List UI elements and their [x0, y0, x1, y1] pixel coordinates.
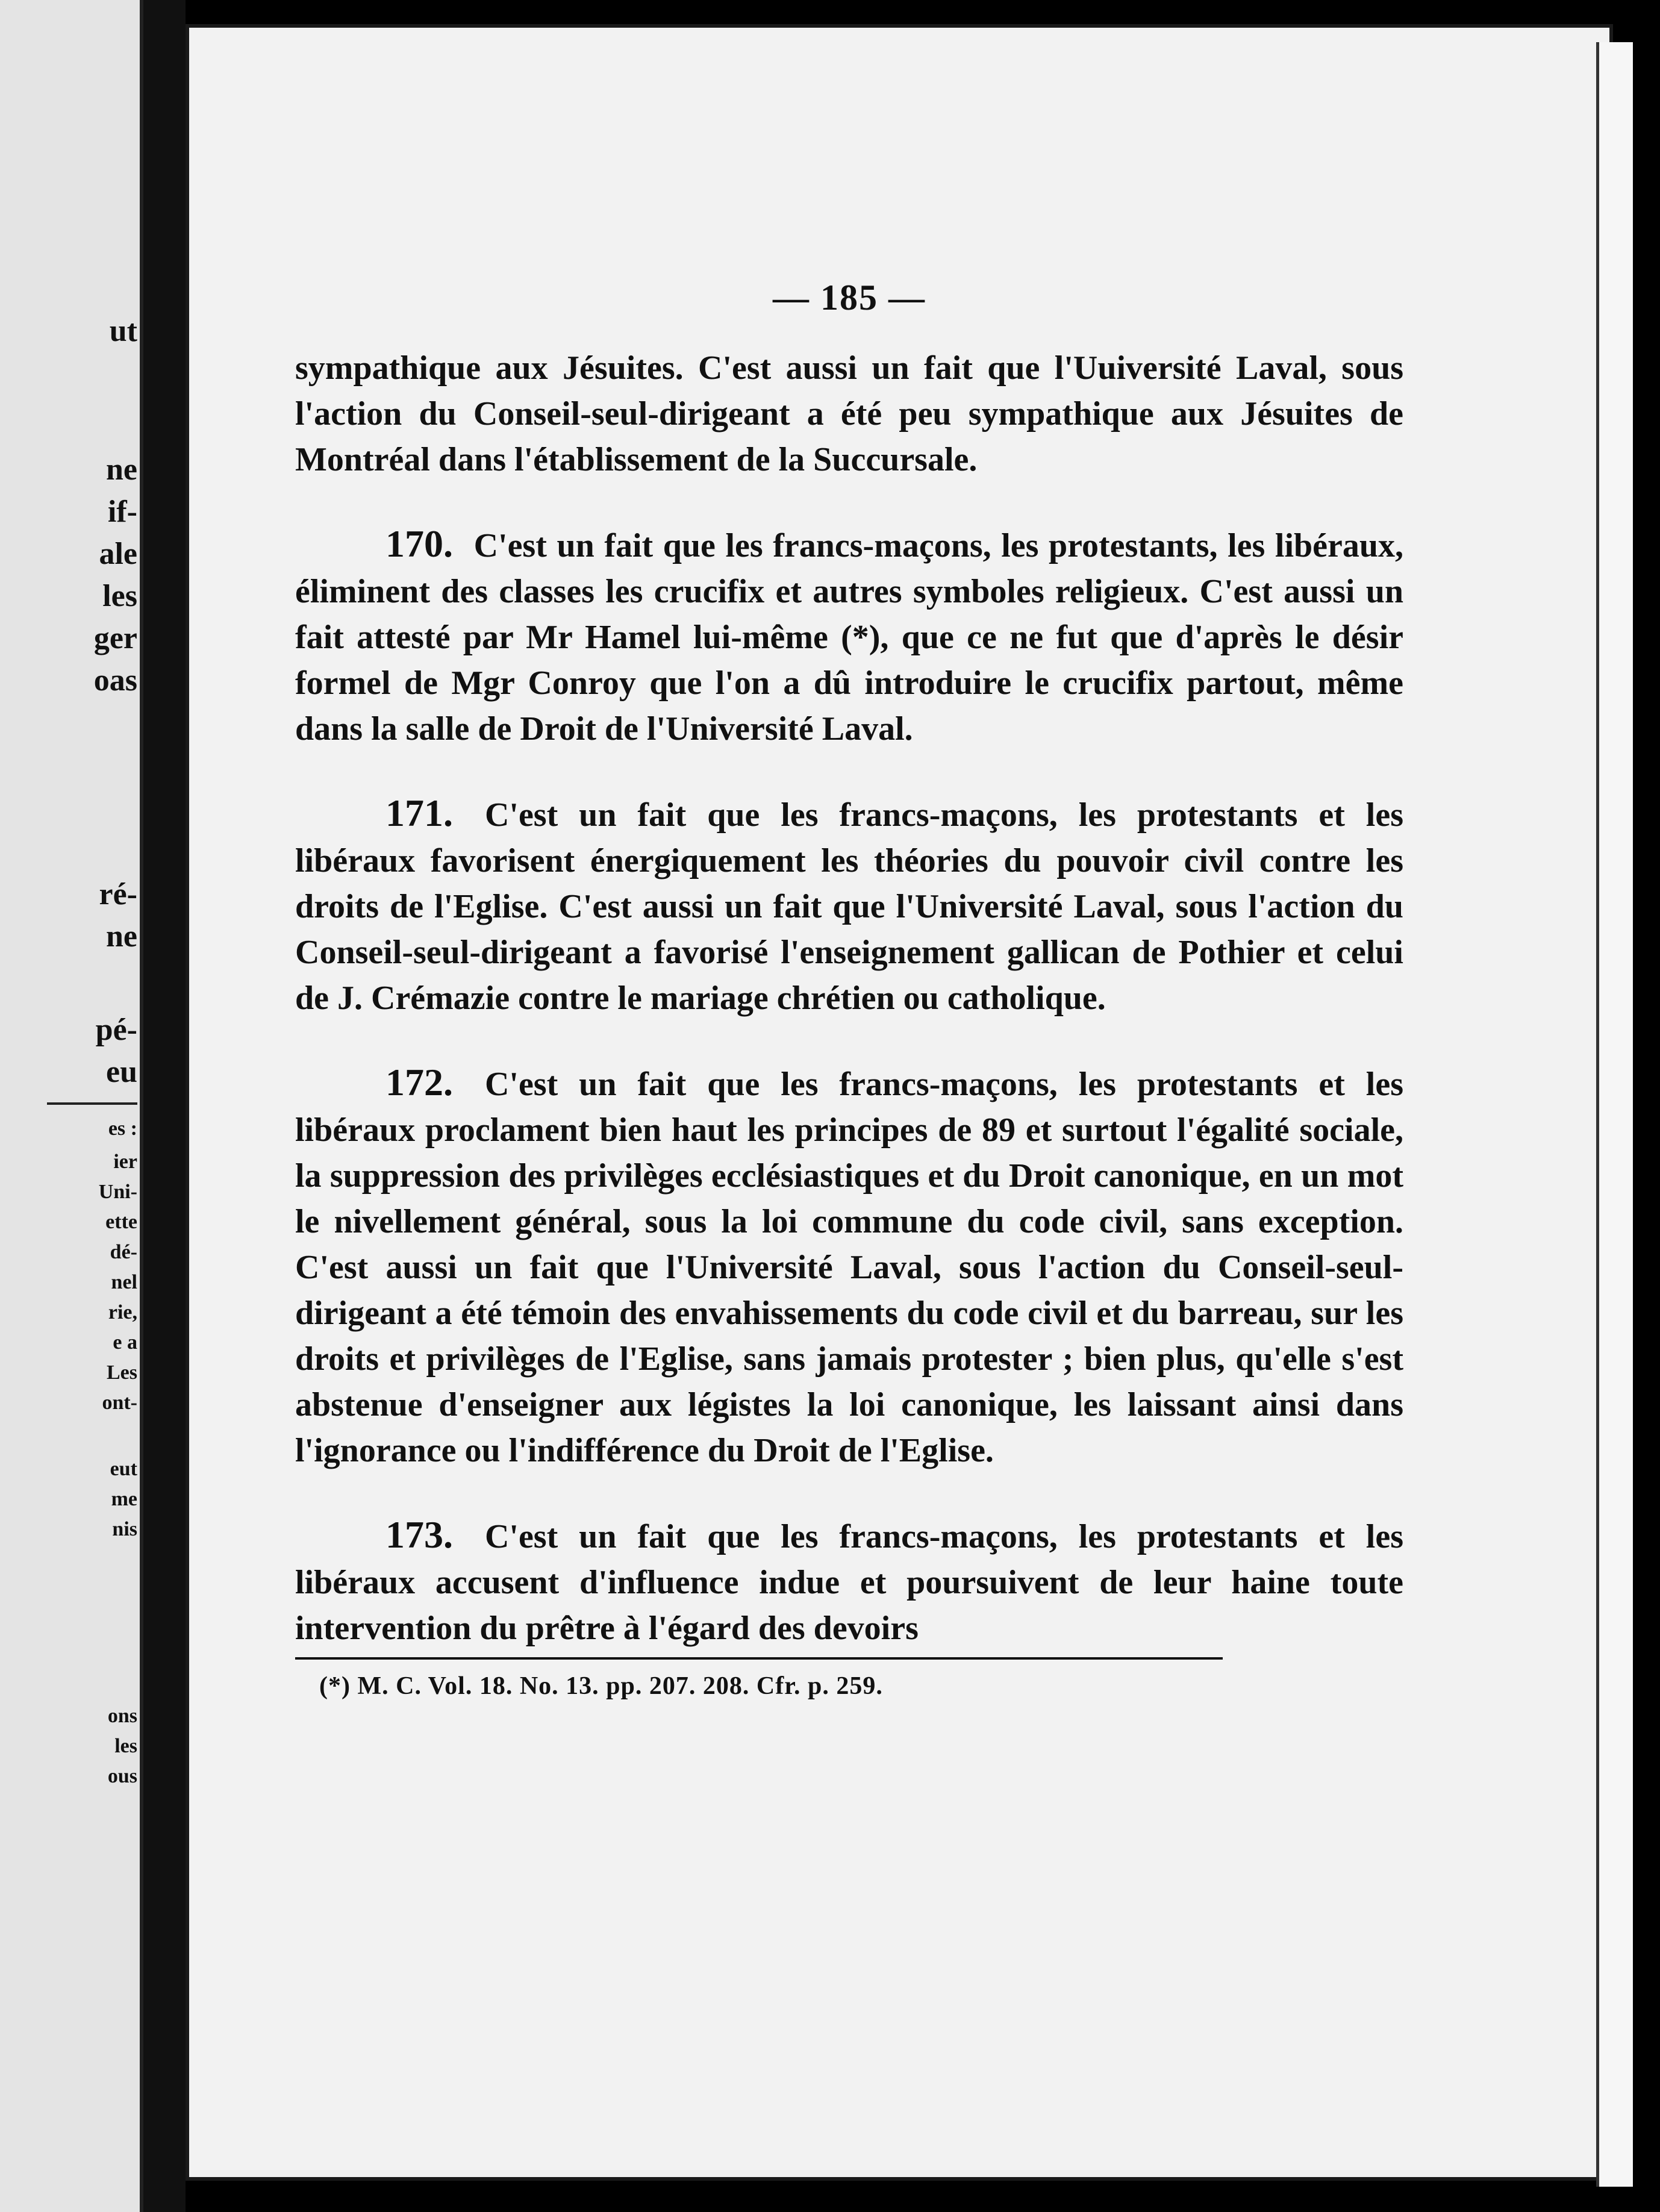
left-page-fragment: eu: [106, 1055, 137, 1089]
left-page-fragment: ut: [109, 314, 137, 348]
left-page-fragment: nis: [112, 1518, 137, 1540]
left-page-fragment: oas: [93, 663, 137, 698]
left-page-fragment: dé-: [110, 1241, 137, 1263]
left-page-fragment: ous: [107, 1765, 137, 1787]
left-page-fragment: es :: [108, 1117, 137, 1140]
left-page-fragment: Les: [107, 1361, 137, 1384]
left-page-fragment: ale: [99, 537, 137, 571]
left-page-fragment: ette: [105, 1211, 137, 1233]
left-page-fragment: eut: [110, 1458, 137, 1480]
left-page-fragment: pé-: [95, 1013, 137, 1047]
left-page-fragment: les: [102, 579, 137, 613]
left-page-fragment: ne: [106, 919, 137, 954]
page-edge: [1596, 42, 1633, 2187]
paragraph-text: C'est un fait que les francs-maçons, les protestants et les libéraux favorisent énergiquement les théories du pouvoir civil contre les droits de l'Eglise. C'est aussi un fait que l'Université Laval, sous l'action du Conseil-seul-dirigeant a favorisé l'enseignement gallican de Pothier et celui de J. Crémazie contre le mariage chrétien ou catholique.: [295, 796, 1403, 1017]
paragraph-text: C'est un fait que les francs-maçons, les protestants et les libéraux accusent d'influence indue et poursuivent de leur haine toute intervention du prêtre à l'égard des devoirs: [295, 1518, 1403, 1647]
paragraph-number: 173.: [385, 1513, 453, 1556]
left-page-fragment: if-: [107, 495, 137, 529]
left-page-fragment: les: [114, 1735, 137, 1757]
paragraph-173: [295, 1512, 1403, 1651]
left-page-fragment: me: [111, 1488, 137, 1510]
left-page-fragment: ons: [107, 1705, 137, 1727]
paragraph-170: [295, 521, 1403, 752]
left-page-fragment: ont-: [102, 1392, 137, 1414]
paragraph-number: 171.: [385, 792, 453, 834]
paragraph-172: [295, 1060, 1403, 1473]
paragraph-number: 170.: [385, 522, 453, 565]
footnote: (*) M. C. Vol. 18. No. 13. pp. 207. 208. Cfr. p. 259.: [319, 1672, 883, 1700]
intro-paragraph: sympathique aux Jésuites. C'est aussi un fait que l'Uuiversité Laval, sous l'action du Conseil-seul-dirigeant a été peu sympathique aux Jésuites de Montréal dans l'établissement de la Succursale.: [295, 349, 1403, 478]
paragraph-text: C'est un fait que les francs-maçons, les protestants et les libéraux proclament bien haut les principes de 89 et surtout l'égalité sociale, la suppression des privilèges ecclésiastiques et du Droit canonique, en un mot le nivellement général, sous la loi commune du code civil, sans exception. C'est aussi un fait que l'Université Laval, sous l'action du Conseil-seul-dirigeant a été témoin des envahissements du code civil et du barreau, sur les droits et privilèges de l'Eglise, sans jamais protester ; bien plus, qu'elle s'est abstenue d'enseigner aux légistes la loi canonique, les laissant ainsi dans l'ignorance ou l'indifférence du Droit de l'Eglise.: [295, 1066, 1403, 1469]
left-page-fragment: nel: [111, 1271, 137, 1293]
book-gutter: [143, 0, 186, 2212]
paragraph-171: [295, 790, 1403, 1021]
right-page: [186, 24, 1613, 2181]
left-page-fragment: e a: [113, 1331, 137, 1354]
left-page-fragment: ier: [113, 1151, 137, 1173]
page-number: — 185 —: [773, 278, 926, 317]
left-page-fragment: ger: [93, 621, 137, 655]
left-page-fragment: rie,: [108, 1301, 137, 1323]
left-page-fragment: ré-: [99, 877, 137, 911]
page-content: [295, 277, 1403, 1701]
left-page-fragment: ne: [106, 452, 137, 487]
paragraph-number: 172.: [385, 1061, 453, 1104]
footnote-divider: [295, 1657, 1223, 1660]
left-page-strip: [0, 0, 143, 2212]
left-page-fragment: Uni-: [98, 1181, 137, 1203]
left-page-rule: [47, 1102, 137, 1105]
paragraph-text: C'est un fait que les francs-maçons, les protestants, les libéraux, éliminent des classes les crucifix et autres symboles religieux. C'est aussi un fait attesté par Mr Hamel lui-même (*), que ce ne fut que d'après le désir formel de Mgr Conroy que l'on a dû introduire le crucifix partout, même dans la salle de Droit de l'Université Laval.: [295, 527, 1403, 748]
